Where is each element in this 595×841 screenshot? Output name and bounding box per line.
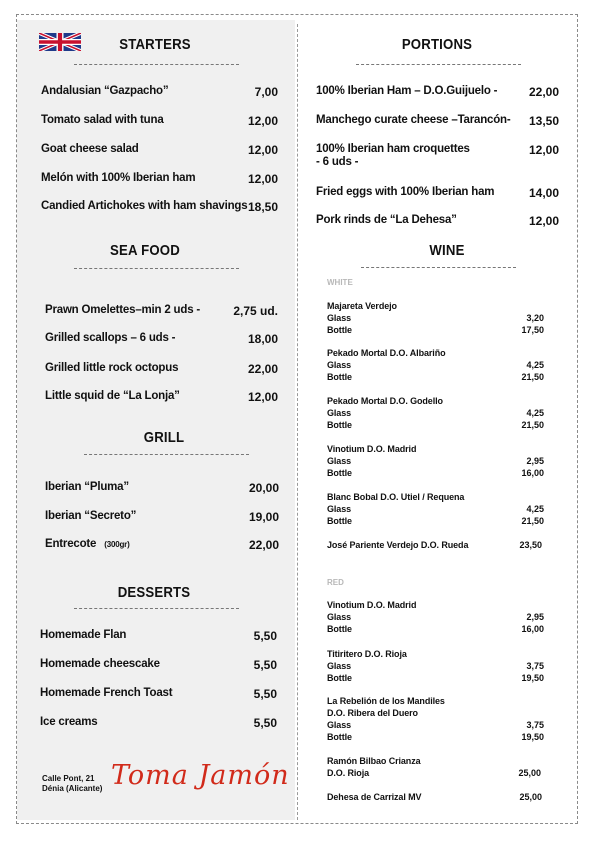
starters-item-price: 7,00 (254, 85, 278, 99)
desserts-separator (74, 608, 239, 609)
wine-glass-label: Glass (327, 313, 352, 323)
starters-item-price: 12,00 (247, 172, 278, 186)
wine-bottle-label: Bottle (327, 624, 352, 634)
wine-glass-price: 3,75 (526, 661, 544, 671)
address (42, 774, 102, 794)
wine-name: La Rebelión de los Mandiles (327, 696, 445, 706)
wine-bottle-label: Bottle (327, 516, 352, 526)
starters-item-name: Andalusian “Gazpacho” (41, 85, 169, 97)
wine-price: 25,00 (519, 792, 542, 802)
portions-item-name: Manchego curate cheese –Tarancón- (316, 114, 511, 126)
desserts-item-price: 5,50 (253, 658, 277, 672)
wine-glass-label: Glass (327, 360, 352, 370)
wine-name: Pekado Mortal D.O. Godello (327, 396, 443, 406)
wine-bottle-price: 16,00 (521, 624, 544, 634)
starters-item-name: Tomato salad with tuna (41, 114, 164, 126)
desserts-item-name: Ice creams (40, 716, 98, 728)
wine-separator (361, 267, 516, 268)
wine-name: Vinotium D.O. Madrid (327, 600, 417, 610)
portions-item-name: 100% Iberian ham croquettes (316, 143, 470, 155)
grill-item-note: (300gr) (102, 540, 130, 549)
wine-name: Majareta Verdejo (327, 301, 397, 311)
portions-separator (356, 64, 521, 65)
wine-glass-price: 2,95 (526, 456, 544, 466)
grill-item-name: Entrecote (300gr) (45, 538, 130, 550)
desserts-item-name: Homemade Flan (40, 629, 127, 641)
wine-glass-label: Glass (327, 720, 352, 730)
wine-bottle-label: Bottle (327, 732, 352, 742)
wine-glass-price: 3,20 (526, 313, 544, 323)
starters-item-name: Goat cheese salad (41, 143, 139, 155)
wine-glass-label: Glass (327, 504, 352, 514)
wine-name: Dehesa de Carrizal MV (327, 792, 422, 802)
wine-glass-price: 4,25 (526, 360, 544, 370)
wine-glass-label: Glass (327, 661, 352, 671)
seafood-item-price: 18,00 (247, 332, 278, 346)
uk-flag-icon[interactable] (39, 33, 81, 51)
seafood-item-name: Grilled little rock octopus (45, 362, 179, 374)
wine-bottle-price: 17,50 (521, 325, 544, 335)
starters-item-price: 12,00 (247, 143, 278, 157)
wine-price: 23,50 (519, 540, 542, 550)
wine-glass-price: 4,25 (526, 504, 544, 514)
wine-name: Ramón Bilbao Crianza (327, 756, 421, 766)
seafood-item-name: Prawn Omelettes–min 2 uds - (45, 304, 201, 316)
wine-bottle-label: Bottle (327, 420, 352, 430)
portions-item-name: Pork rinds de “La Dehesa” (316, 214, 457, 226)
seafood-item-name: Grilled scallops – 6 uds - (45, 332, 176, 344)
toma-jamon-logo: Toma Jamón (111, 760, 290, 791)
seafood-item-price: 2,75 ud. (233, 304, 278, 318)
grill-item-name: Iberian “Pluma” (45, 481, 129, 493)
portions-item-price: 22,00 (528, 85, 559, 99)
seafood-separator (74, 268, 239, 269)
seafood-item-price: 12,00 (247, 390, 278, 404)
wine-glass-label: Glass (327, 456, 352, 466)
portions-item-price: 12,00 (528, 143, 559, 157)
wine-white-label: WHITE (327, 278, 353, 287)
wine-price: 25,00 (518, 768, 541, 778)
wine-glass-label: Glass (327, 612, 352, 622)
grill-item-name: Iberian “Secreto” (45, 510, 137, 522)
wine-glass-price: 2,95 (526, 612, 544, 622)
seafood-item-name: Little squid de “La Lonja” (45, 390, 180, 402)
desserts-item-price: 5,50 (253, 716, 277, 730)
starters-item-price: 18,50 (247, 200, 278, 214)
column-divider (297, 24, 298, 820)
wine-name: Blanc Bobal D.O. Utiel / Requena (327, 492, 465, 502)
wine-glass-price: 4,25 (526, 408, 544, 418)
wine-bottle-label: Bottle (327, 673, 352, 683)
wine-glass-label: Glass (327, 408, 352, 418)
wine-bottle-price: 16,00 (521, 468, 544, 478)
wine-bottle-label: Bottle (327, 468, 352, 478)
grill-separator (84, 454, 249, 455)
wine-title: WINE (429, 242, 465, 259)
portions-item-name: 100% Iberian Ham – D.O.Guijuelo - (316, 85, 498, 97)
grill-title: GRILL (143, 429, 185, 446)
portions-item-price: 12,00 (528, 214, 559, 228)
desserts-item-price: 5,50 (253, 687, 277, 701)
desserts-title: DESSERTS (117, 584, 191, 601)
address-line-2: Dénia (Alicante) (42, 784, 103, 793)
starters-title: STARTERS (119, 36, 191, 53)
desserts-item-name: Homemade cheescake (40, 658, 160, 670)
seafood-item-price: 22,00 (247, 362, 278, 376)
grill-item-price: 22,00 (248, 538, 279, 552)
wine-glass-price: 3,75 (526, 720, 544, 730)
portions-title: PORTIONS (401, 36, 473, 53)
portions-item-price: 14,00 (528, 186, 559, 200)
seafood-title: SEA FOOD (110, 242, 180, 259)
wine-bottle-label: Bottle (327, 372, 352, 382)
wine-name-line2: D.O. Ribera del Duero (327, 708, 418, 718)
starters-item-name: Candied Artichokes with ham shavings (41, 200, 248, 212)
desserts-item-name: Homemade French Toast (40, 687, 173, 699)
wine-name: Vinotium D.O. Madrid (327, 444, 417, 454)
wine-name: Pekado Mortal D.O. Albariño (327, 348, 446, 358)
wine-red-label: RED (327, 578, 344, 587)
wine-bottle-price: 19,50 (521, 673, 544, 683)
address-line-1: Calle Pont, 21 (42, 774, 95, 783)
starters-item-name: Melón with 100% Iberian ham (41, 172, 196, 184)
wine-name: José Pariente Verdejo D.O. Rueda (327, 540, 469, 550)
starters-separator (74, 64, 239, 65)
wine-bottle-price: 21,50 (521, 420, 544, 430)
wine-bottle-price: 21,50 (521, 372, 544, 382)
portions-item-price: 13,50 (528, 114, 559, 128)
wine-name: Titiritero D.O. Rioja (327, 649, 407, 659)
wine-bottle-price: 21,50 (521, 516, 544, 526)
starters-item-price: 12,00 (247, 114, 278, 128)
portions-item-name-line2: - 6 uds - (316, 156, 359, 168)
wine-bottle-label: Bottle (327, 325, 352, 335)
grill-item-price: 19,00 (248, 510, 279, 524)
grill-item-price: 20,00 (248, 481, 279, 495)
desserts-item-price: 5,50 (253, 629, 277, 643)
wine-bottle-price: 19,50 (521, 732, 544, 742)
wine-name-line2: D.O. Rioja (327, 768, 370, 778)
portions-item-name: Fried eggs with 100% Iberian ham (316, 186, 495, 198)
